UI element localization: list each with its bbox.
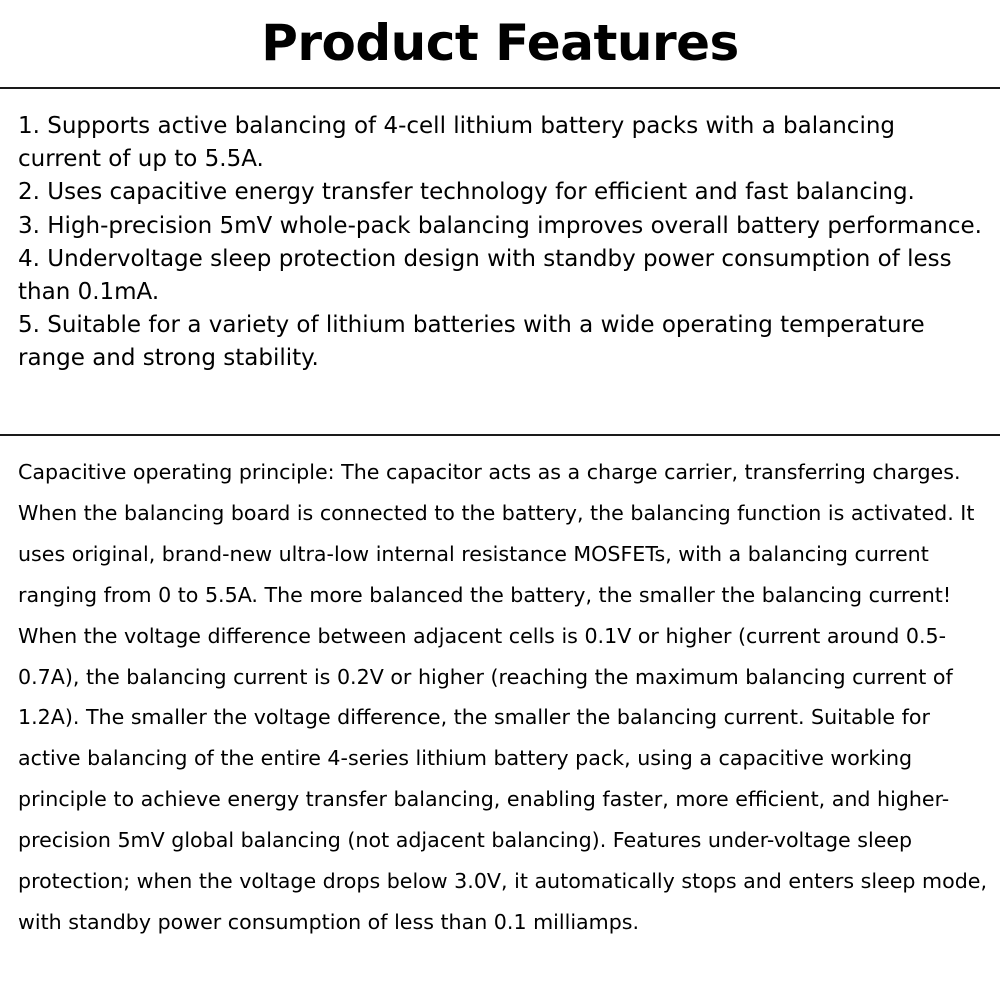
middle-divider xyxy=(0,434,1000,436)
feature-item-2: 2. Uses capacitive energy transfer technology for efficient and fast balancing. xyxy=(18,179,915,206)
page-title: Product Features xyxy=(261,14,739,72)
feature-item-3: 3. High-precision 5mV whole-pack balancing improves overall battery performance. xyxy=(18,212,982,239)
operating-principle-paragraph: Capacitive operating principle: The capacitor acts as a charge carrier, transferring charges. When the balancing board is connected to the battery, the balancing function is activated. It uses original, brand-new ultra-low internal resistance MOSFETs, with a balancing current ranging from 0 to 5.5A. The more balanced the battery, the smaller the balancing current! When the voltage difference between adjacent cells is 0.1V or higher (current around 0.5-0.7A), the balancing current is 0.2V or higher (reaching the maximum balancing current of 1.2A). The smaller the voltage difference, the smaller the balancing current. Suitable for active balancing of the entire 4-series lithium battery pack, using a capacitive working principle to achieve energy transfer balancing, enabling faster, more efficient, and higher-precision 5mV global balancing (not adjacent balancing). Features under-voltage sleep protection; when the voltage drops below 3.0V, it automatically stops and enters sleep mode, with standby power consumption of less than 0.1 milliamps. xyxy=(18,460,987,934)
feature-list xyxy=(18,110,983,376)
feature-item-5: 5. Suitable for a variety of lithium batteries with a wide operating temperature range and strong stability. xyxy=(18,312,925,372)
feature-item-1: 1. Supports active balancing of 4-cell lithium battery packs with a balancing current of up to 5.5A. xyxy=(18,113,896,173)
top-divider xyxy=(0,87,1000,89)
feature-item-4: 4. Undervoltage sleep protection design with standby power consumption of less than 0.1mA. xyxy=(18,245,952,306)
